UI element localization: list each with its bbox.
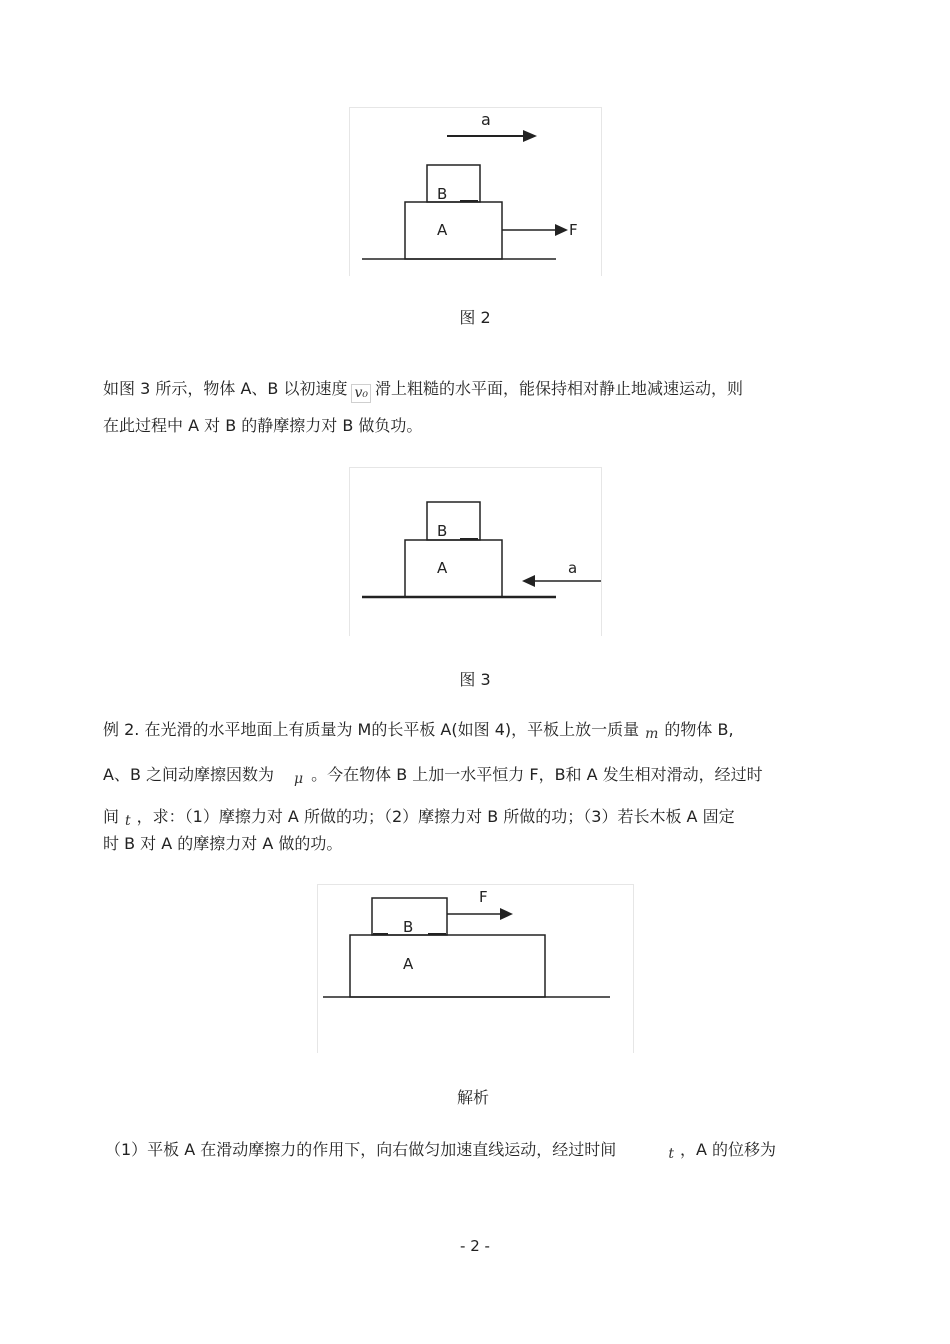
acceleration-arrow-head <box>523 130 537 142</box>
text-segment: 滑上粗糙的水平面，能保持相对静止地减速运动，则 <box>374 379 743 398</box>
force-label: F <box>479 888 488 906</box>
block-b-label: B <box>403 918 414 936</box>
acceleration-arrow-head <box>522 575 535 587</box>
figure-4 <box>317 884 634 1053</box>
figure-3 <box>349 467 602 636</box>
text-segment: A、B 之间动摩擦因数为 <box>103 765 275 784</box>
acceleration-label: a <box>481 110 491 129</box>
figure-2-diagram <box>350 108 601 276</box>
text-segment: 例 2. 在光滑的水平地面上有质量为 M的长平板 A(如图 4)，平板上放一质量 <box>103 720 640 739</box>
page-number: - 2 - <box>460 1237 490 1255</box>
text-segment: 间 <box>103 807 120 826</box>
block-a-label: A <box>437 221 448 239</box>
t-symbol: t <box>125 813 131 829</box>
plank-a <box>350 935 545 997</box>
block-a-label: A <box>437 559 448 577</box>
v0-symbol: v₀ <box>351 384 371 403</box>
force-label: F <box>569 221 578 239</box>
block-b <box>427 502 480 540</box>
text-segment: 的物体 B, <box>664 720 734 739</box>
paragraph-2-line-3 <box>103 806 735 830</box>
analysis-heading: 解析 <box>456 1088 489 1107</box>
force-arrow-head <box>555 224 568 236</box>
text-segment: ，A 的位移为 <box>679 1140 776 1159</box>
text-segment: （1）平板 A 在滑动摩擦力的作用下，向右做匀加速直线运动，经过时间 <box>105 1140 617 1159</box>
block-a <box>405 202 502 259</box>
figure-3-diagram <box>350 468 601 636</box>
figure-3-caption: 图 3 <box>459 670 491 689</box>
mu-symbol: μ <box>294 771 304 787</box>
paragraph-3-line-1 <box>105 1139 776 1163</box>
figure-2 <box>349 107 602 276</box>
m-symbol: m <box>645 726 659 742</box>
acceleration-label: a <box>568 559 578 577</box>
block-b <box>427 165 480 202</box>
block-b-label: B <box>437 522 448 540</box>
paragraph-1-line-2: 在此过程中 A 对 B 的静摩擦力对 B 做负功。 <box>103 416 423 435</box>
text-segment: ，求：（1）摩擦力对 A 所做的功；（2）摩擦力对 B 所做的功；（3）若长木板 A 固定 <box>136 807 735 826</box>
figure-2-caption: 图 2 <box>459 308 491 327</box>
paragraph-2-line-4: 时 B 对 A 的摩擦力对 A 做的功。 <box>103 834 343 853</box>
figure-4-diagram <box>318 885 633 1053</box>
block-b-label: B <box>437 185 448 203</box>
text-segment: 。今在物体 B 上加一水平恒力 F，B和 A 发生相对滑动，经过时 <box>311 765 763 784</box>
paragraph-2-line-2 <box>103 764 763 788</box>
paragraph-1-line-1 <box>103 378 743 403</box>
block-a <box>405 540 502 597</box>
t-symbol: t <box>668 1146 674 1162</box>
text-segment: 如图 3 所示，物体 A、B 以初速度 <box>103 379 348 398</box>
force-arrow-head <box>500 908 513 920</box>
paragraph-2-line-1 <box>103 719 734 743</box>
plank-a-label: A <box>403 955 414 973</box>
